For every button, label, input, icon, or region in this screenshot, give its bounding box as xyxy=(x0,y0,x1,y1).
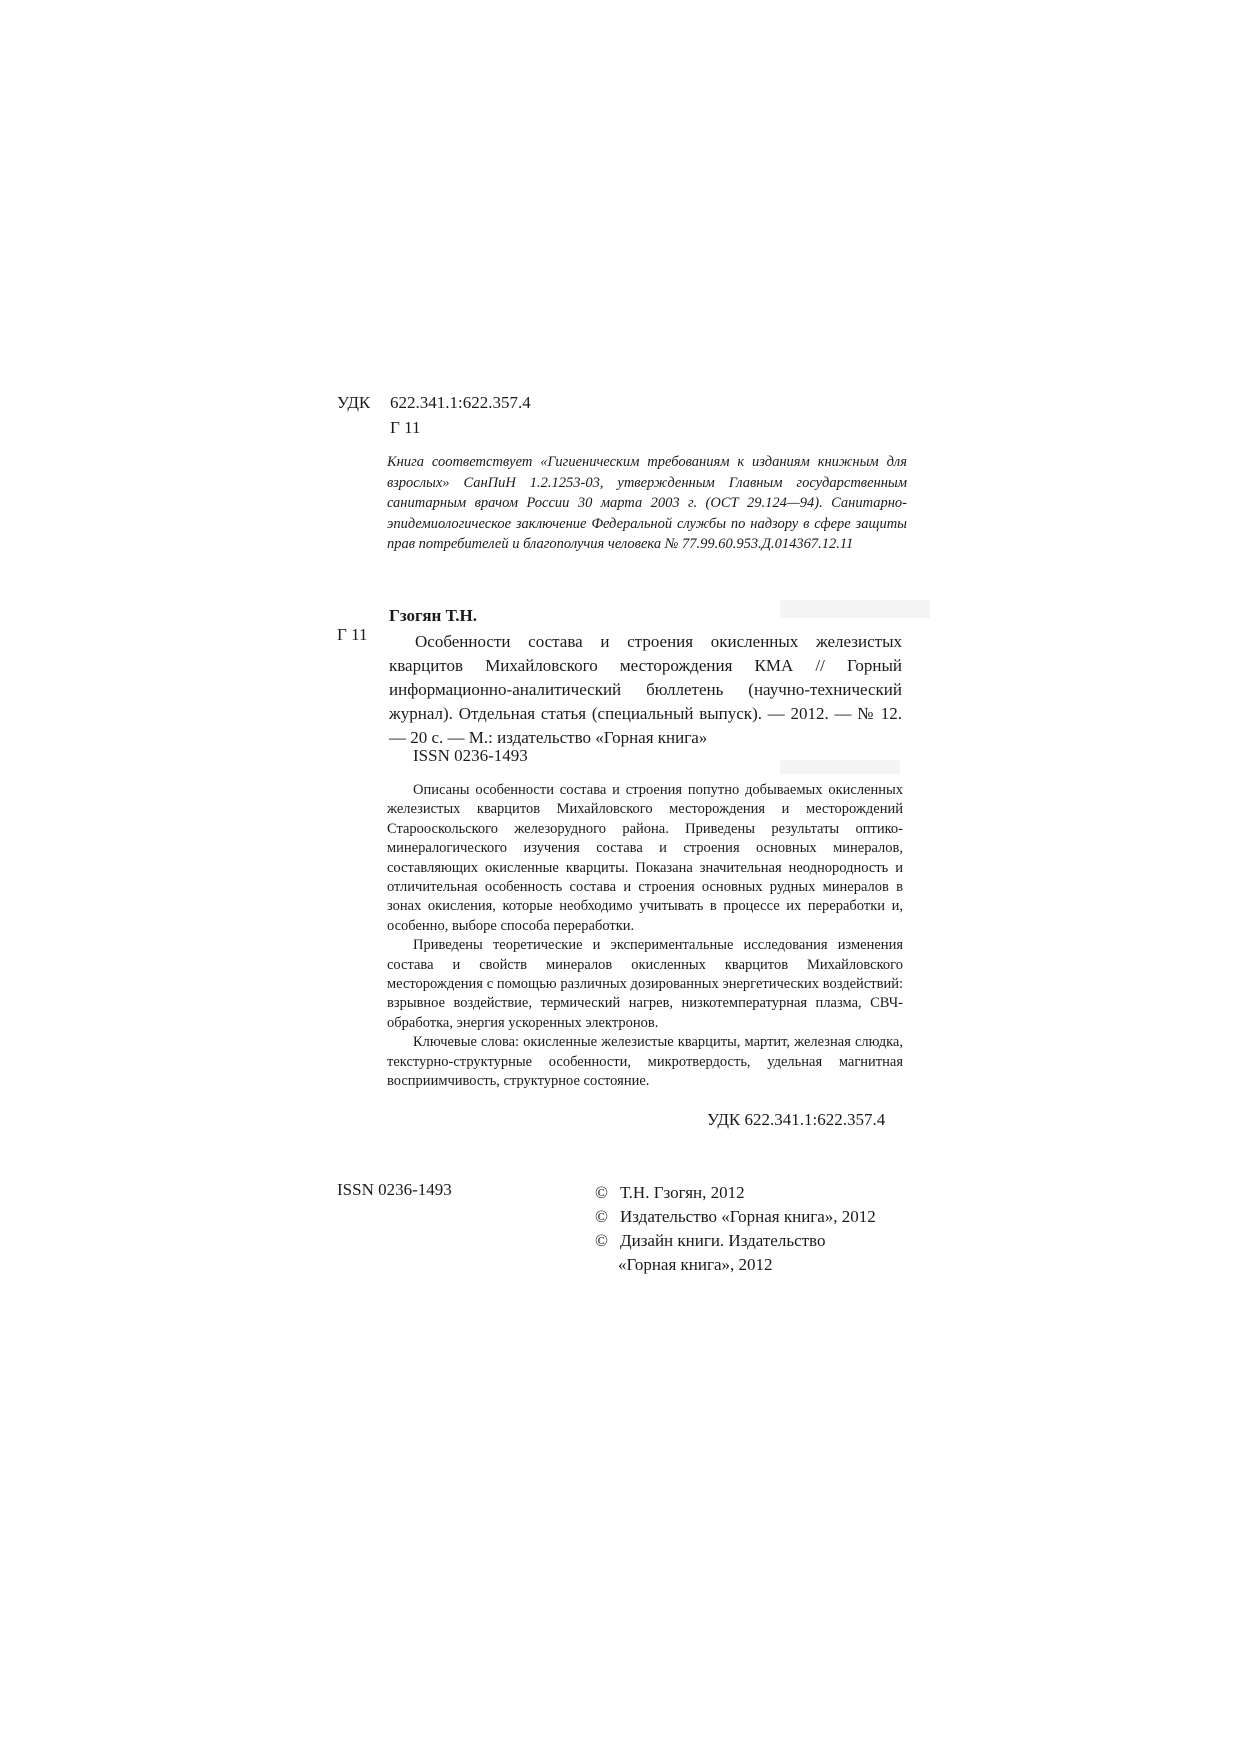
footer-issn: ISSN 0236-1493 xyxy=(337,1180,452,1199)
keywords-paragraph: Ключевые слова: окисленные железистые кварциты, мартит, железная слюдка, текстурно-структурные особенности, микротвердость, удельная магнитная восприимчивость, структурное состояние. xyxy=(387,1034,903,1090)
bleed-through-mark xyxy=(780,760,900,774)
bibliographic-description: Особенности состава и строения окисленных железистых кварцитов Михайловского месторождения КМА // Горный информационно-аналитический бюллетень (научно-технический журнал). Отдельная статья (специальный выпуск). — 2012. — № 12. — 20 с. — М.: издательство «Горная книга» xyxy=(389,632,902,747)
abstract xyxy=(387,781,903,1092)
bibliography-issn: ISSN 0236-1493 xyxy=(413,746,528,765)
copyright-text: Издательство «Горная книга», 2012 xyxy=(620,1207,876,1226)
copyright-symbol: © xyxy=(595,1231,608,1250)
bleed-through-mark xyxy=(780,600,930,618)
copyright-block xyxy=(595,1181,876,1277)
index-code: Г 11 xyxy=(390,418,421,437)
footer-udk: УДК 622.341.1:622.357.4 xyxy=(707,1110,886,1129)
bibliography-index-code: Г 11 xyxy=(337,625,368,644)
udk-value: 622.341.1:622.357.4 xyxy=(390,393,531,412)
copyright-symbol: © xyxy=(595,1183,608,1202)
copyright-line xyxy=(595,1229,876,1253)
copyright-line xyxy=(595,1181,876,1205)
abstract-paragraph: Приведены теоретические и экспериментальные исследования изменения состава и свойств минералов окисленных кварцитов Михайловского месторождения с помощью различных дозированных энергетических воздействий: взрывное воздействие, термический нагрев, низкотемпературная плазма, СВЧ-обработка, энергия ускоренных электронов. xyxy=(387,937,903,1031)
copyright-text: Дизайн книги. Издательство xyxy=(620,1231,826,1250)
copyright-symbol: © xyxy=(595,1207,608,1226)
author-name: Гзогян Т.Н. xyxy=(389,606,477,625)
udk-label: УДК xyxy=(337,393,371,412)
abstract-paragraph: Описаны особенности состава и строения попутно добываемых окисленных железистых кварцитов Михайловского месторождения и месторождений Старооскольского железорудного района. Приведены результаты оптико-минералогического изучения состава и строения основных минералов, составляющих окисленные кварциты. Показана значительная неоднородность и отличительная особенность состава и строения основных рудных минералов в зонах окисления, которые необходимо учитывать в процессе их переработки и, особенно, выборе способа переработки. xyxy=(387,782,903,934)
copyright-text: Т.Н. Гзогян, 2012 xyxy=(620,1183,745,1202)
copyright-line-continuation: «Горная книга», 2012 xyxy=(618,1255,773,1274)
copyright-line xyxy=(595,1205,876,1229)
hygiene-note: Книга соответствует «Гигиеническим требованиям к изданиям книжным для взрослых» СанПиН 1.2.1253-03, утвержденным Главным государственным санитарным врачом России 30 марта 2003 г. (ОСТ 29.124—94). Санитарно-эпидемиологическое заключение Федеральной службы по надзору в сфере защиты прав потребителей и благополучия человека № 77.99.60.953.Д.014367.12.11 xyxy=(387,454,907,552)
